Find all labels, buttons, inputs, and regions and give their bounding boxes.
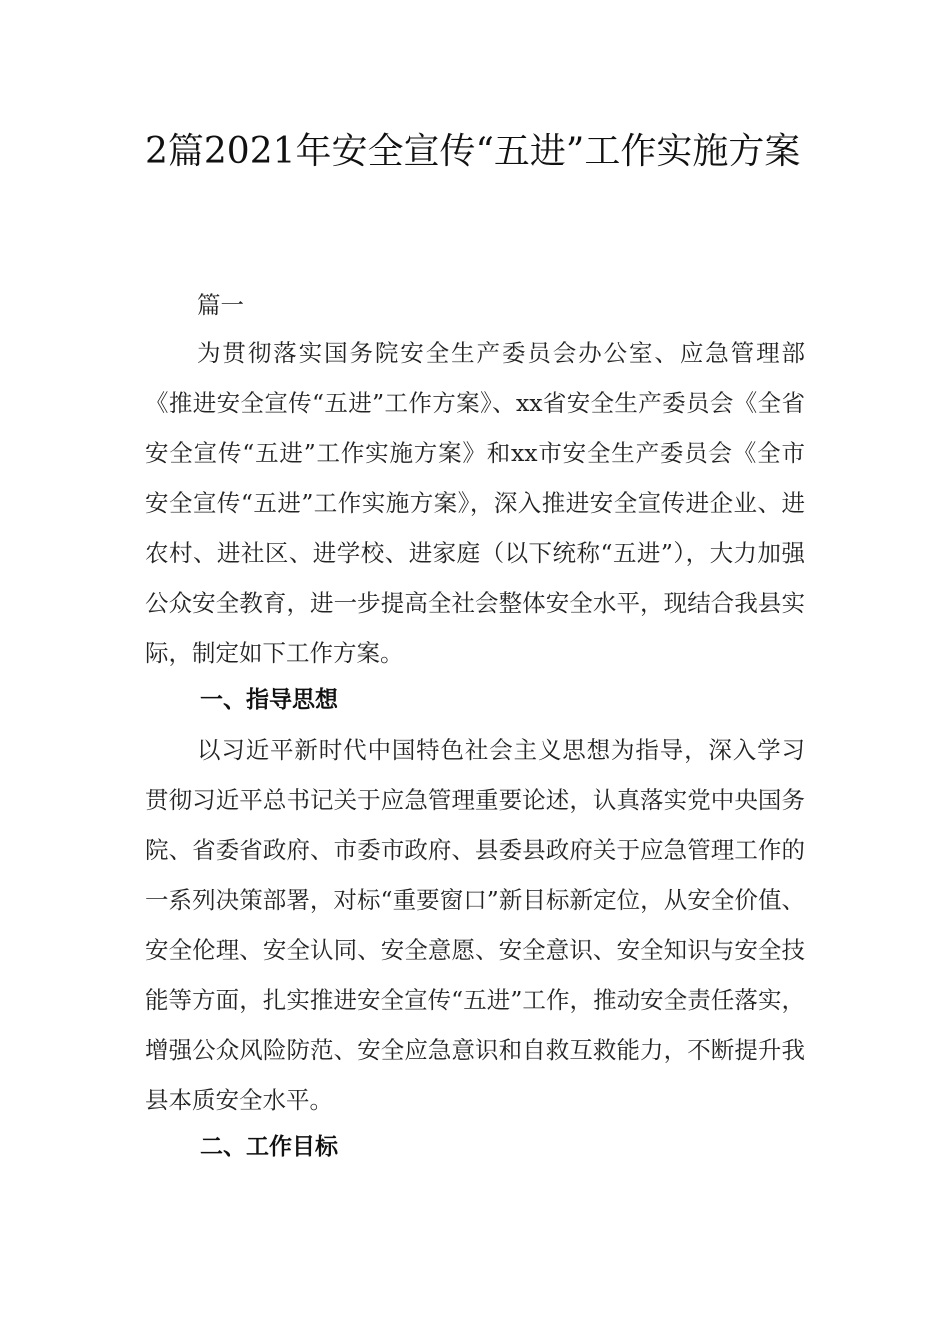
heading-work-goals: 二、工作目标 bbox=[200, 1134, 338, 1160]
document-title: 2篇2021年安全宣传“五进”工作实施方案 bbox=[145, 131, 801, 172]
heading-guiding-ideology: 一、指导思想 bbox=[200, 687, 338, 713]
paragraph-guiding-ideology: 以习近平新时代中国特色社会主义思想为指导，深入学习贯彻习近平总书记关于应急管理重要论述，认真落实党中央国务院、省委省政府、市委市政府、县委县政府关于应急管理工作的一系列决策部署，对标“重要窗口”新目标新定位，从安全价值、安全伦理、安全认同、安全意愿、安全意识、安全知识与安全技能等方面，扎实推进安全宣传“五进”工作，推动安全责任落实，增强公众风险防范、安全应急意识和自救互救能力，不断提升我县本质安全水平。 bbox=[145, 736, 805, 1114]
paragraph-intro: 为贯彻落实国务院安全生产委员会办公室、应急管理部《推进安全宣传“五进”工作方案》、xx省安全生产委员会《全省安全宣传“五进”工作实施方案》和xx市安全生产委员会《全市安全宣传“五进”工作实施方案》，深入推进安全宣传进企业、进农村、进社区、进学校、进家庭（以下统称“五进”），大力加强公众安全教育，进一步提高全社会整体安全水平，现结合我县实际，制定如下工作方案。 bbox=[145, 339, 805, 667]
section-label: 篇一 bbox=[197, 291, 244, 319]
